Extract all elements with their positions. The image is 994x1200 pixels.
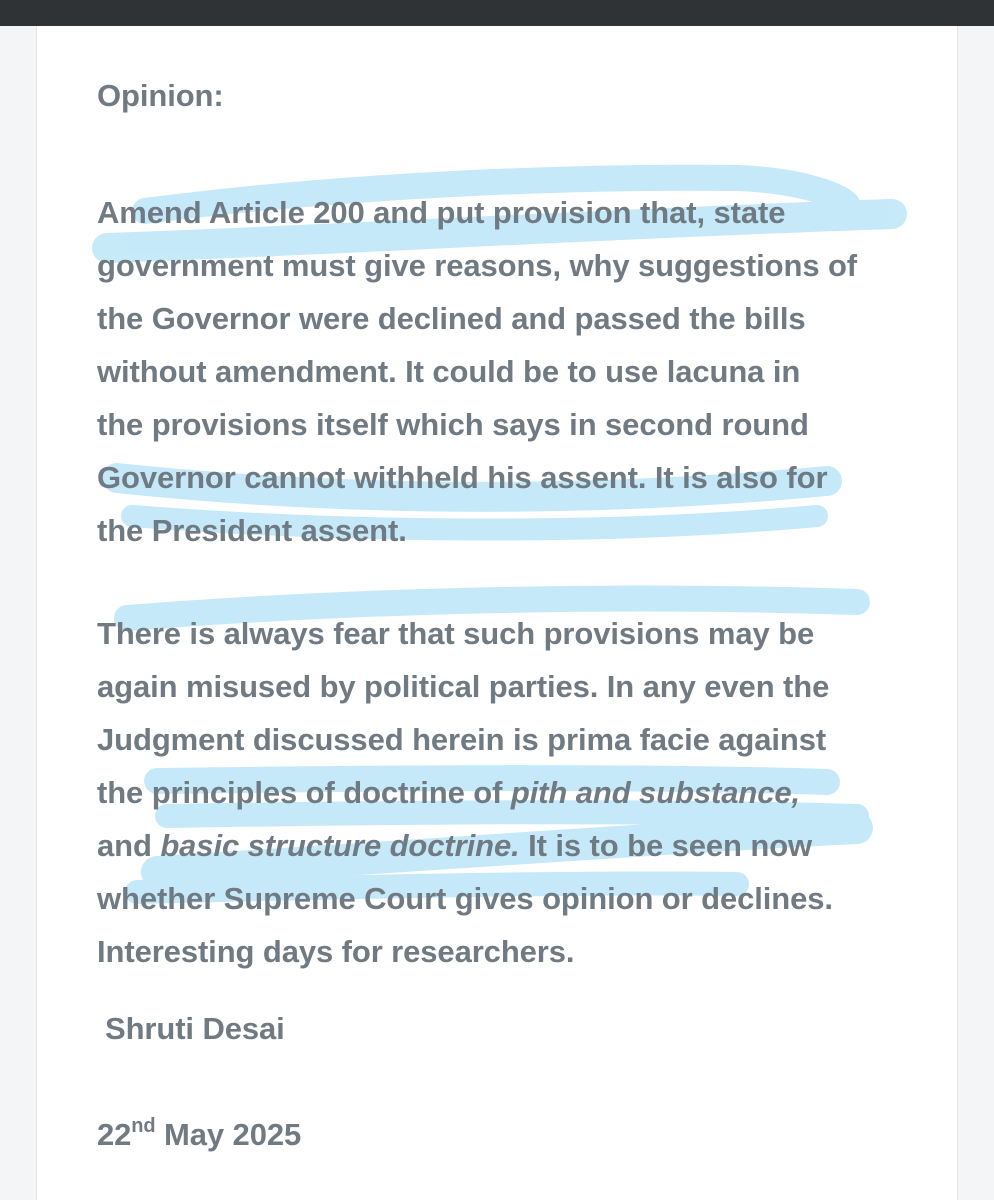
opinion-heading: Opinion:: [97, 78, 224, 113]
paragraph-1-line: government must give reasons, why suggestions of: [97, 248, 858, 283]
date: [97, 1108, 301, 1161]
paragraph-2-line: again misused by political parties. In any even the: [97, 669, 830, 704]
paragraph-2-line: Judgment discussed herein is prima facie against: [97, 722, 827, 757]
paragraph-1-line: Amend Article 200 and put provision that, state: [97, 195, 786, 230]
paragraph-2-line: Interesting days for researchers.: [97, 934, 575, 969]
paragraph-2-line: [97, 819, 833, 872]
paragraph-2: [97, 607, 833, 978]
italic-phrase: pith and substance,: [510, 775, 801, 810]
text-segment: the principles of doctrine of: [97, 775, 511, 810]
date-suffix: nd: [131, 1115, 156, 1137]
italic-phrase: basic structure doctrine.: [160, 828, 520, 863]
paragraph-1-line: the Governor were declined and passed the bills: [97, 301, 806, 336]
paragraph-1-line: the President assent.: [97, 513, 407, 548]
date-month-year: May 2025: [155, 1117, 302, 1152]
paragraph-1: [97, 186, 857, 557]
top-bar: [0, 0, 994, 26]
date-day: 22: [97, 1117, 132, 1152]
text-segment: and: [97, 828, 161, 863]
signature: Shruti Desai: [105, 1011, 285, 1046]
paragraph-2-line: whether Supreme Court gives opinion or declines.: [97, 881, 833, 916]
document-page: [36, 26, 958, 1200]
paragraph-1-line: the provisions itself which says in second round: [97, 407, 809, 442]
paragraph-1-line: without amendment. It could be to use lacuna in: [97, 354, 801, 389]
paragraph-2-line: There is always fear that such provisions may be: [97, 616, 815, 651]
text-segment: It is to be seen now: [519, 828, 813, 863]
paragraph-2-line: [97, 766, 833, 819]
paragraph-1-line: Governor cannot withheld his assent. It is also for: [97, 460, 828, 495]
